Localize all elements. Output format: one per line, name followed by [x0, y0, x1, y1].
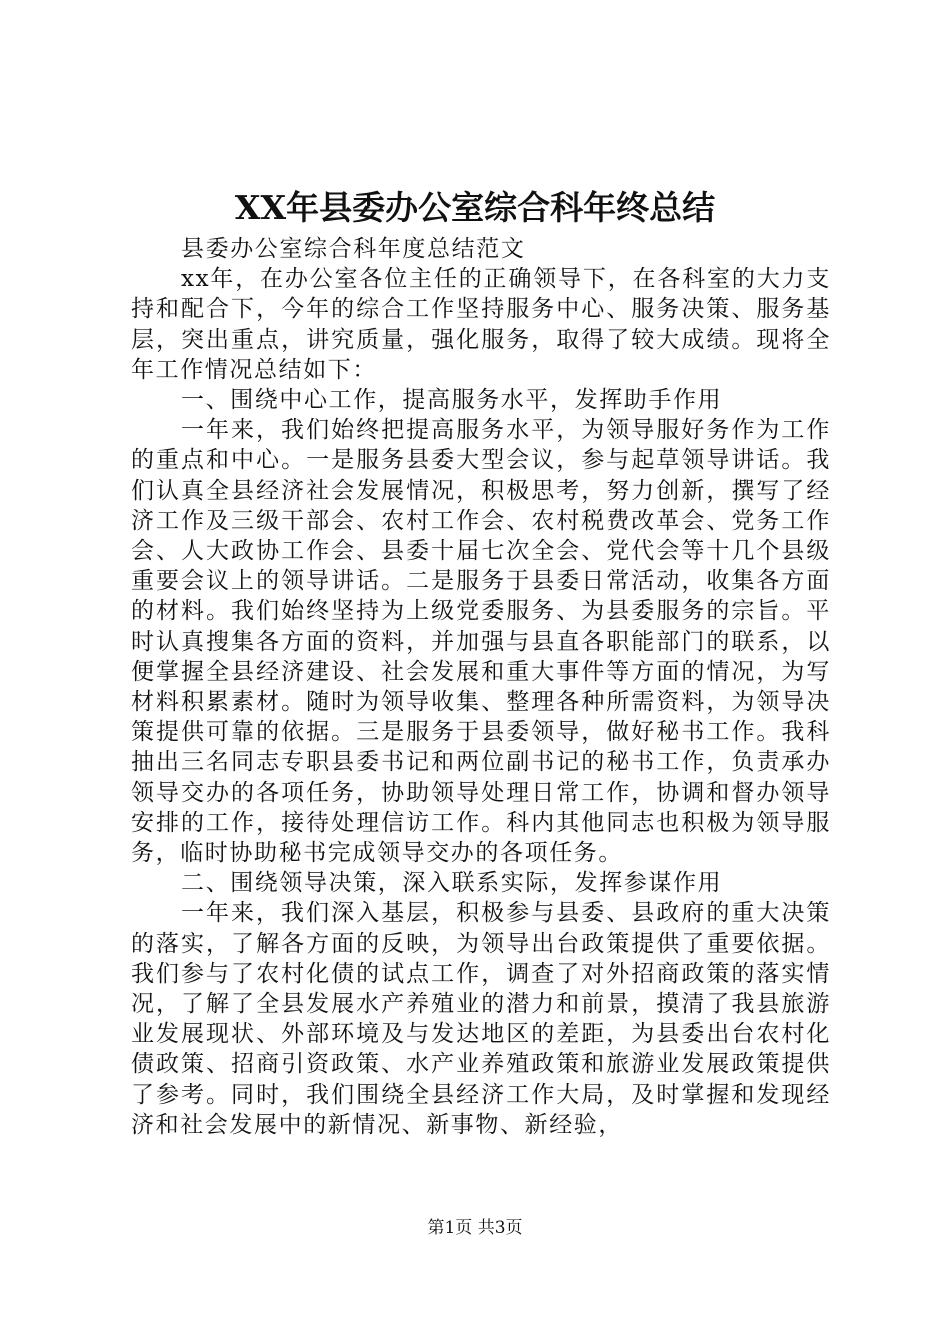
intro-paragraph: xx年，在办公室各位主任的正确领导下，在各科室的大力支持和配合下，今年的综合工作坚持服务中心、服务决策、服务基层，突出重点，讲究质量，强化服务，取得了较大成绩。现将全年工作情况总结如下：: [131, 266, 831, 383]
section-heading-1: 一、围绕中心工作，提高服务水平，发挥助手作用: [181, 387, 723, 414]
document-title: XX年县委办公室综合科年终总结: [234, 188, 716, 227]
document-body: [131, 234, 831, 1140]
section-heading-2: 二、围绕领导决策，深入联系实际，发挥参谋作用: [181, 870, 723, 897]
subtitle-paragraph: 县委办公室综合科年度总结范文: [181, 236, 526, 262]
section-1-paragraph: 一年来，我们始终把提高服务水平，为领导服好务作为工作的重点和中心。一是服务县委大型会议，参与起草领导讲话。我们认真全县经济社会发展情况，积极思考，努力创新，撰写了经济工作及三级干部会、农村工作会、农村税费改革会、党务工作会、人大政协工作会、县委十届七次全会、党代会等十几个县级重要会议上的领导讲话。二是服务于县委日常活动，收集各方面的材料。我们始终坚持为上级党委服务、为县委服务的宗旨。平时认真搜集各方面的资料，并加强与县直各职能部门的联系，以便掌握全县经济建设、社会发展和重大事件等方面的情况，为写材料积累素材。随时为领导收集、整理各种所需资料，为领导决策提供可靠的依据。三是服务于县委领导，做好秘书工作。我科抽出三名同志专职县委书记和两位副书记的秘书工作，负责承办领导交办的各项任务，协助领导处理日常工作，协调和督办领导安排的工作，接待处理信访工作。科内其他同志也积极为领导服务，临时协助秘书完成领导交办的各项任务。: [131, 417, 831, 867]
page-footer: 第1页 共3页: [427, 1218, 523, 1238]
section-2-paragraph: 一年来，我们深入基层，积极参与县委、县政府的重大决策的落实，了解各方面的反映，为领导出台政策提供了重要依据。我们参与了农村化债的试点工作，调查了对外招商政策的落实情况，了解了全县发展水产养殖业的潜力和前景，摸清了我县旅游业发展现状、外部环境及与发达地区的差距，为县委出台农村化债政策、招商引资政策、水产业养殖政策和旅游业发展政策提供了参考。同时，我们围绕全县经济工作大局，及时掌握和发现经济和社会发展中的新情况、新事物、新经验，: [131, 900, 831, 1138]
